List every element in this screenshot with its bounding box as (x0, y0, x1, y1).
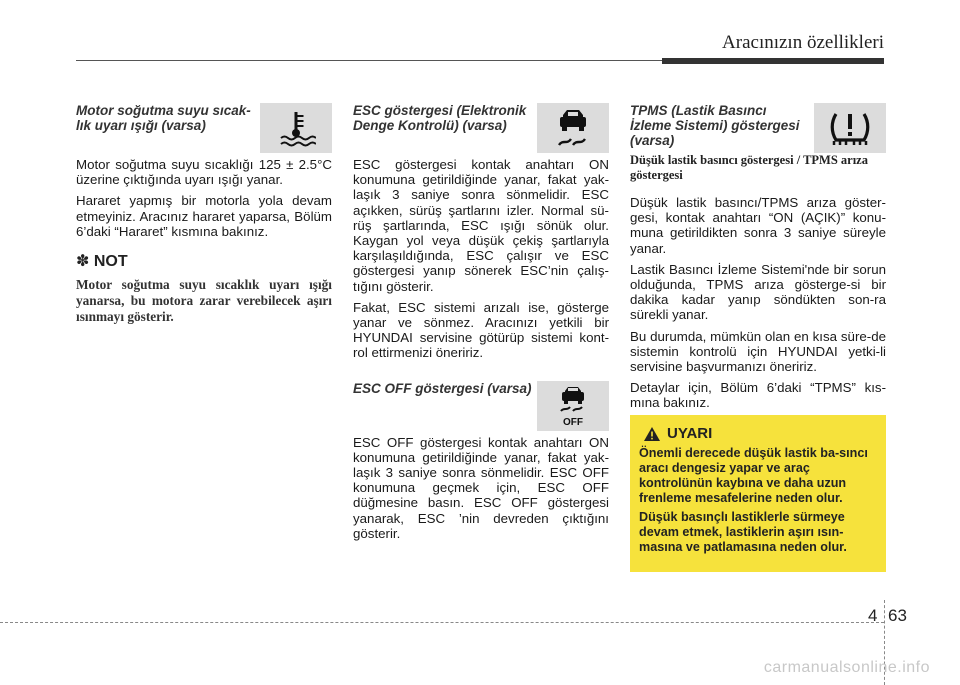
warning-paragraph-2: Düşük basınçlı lastiklerle sürmeye devam etmek, lastiklerin aşırı ısın-masına ve patlamasına neden olur. (639, 510, 847, 554)
section-header-coolant (76, 103, 332, 157)
esc-off-icon-label: OFF (563, 416, 583, 428)
footer-rule (0, 622, 884, 623)
warning-box (630, 415, 886, 572)
warning-label: UYARI (667, 425, 713, 442)
esc-off-icon (537, 381, 609, 431)
coolant-paragraph-1: Motor soğutma suyu sıcaklığı 125 ± 2.5°C üzerine çıktığında uyarı ışığı yanar. (76, 157, 332, 188)
section-title-coolant: Motor soğutma suyu sıcak-lık uyarı ışığı (varsa) (76, 103, 251, 133)
page-header-title: Aracınızın özellikleri (722, 32, 884, 53)
tpms-paragraph-1: Düşük lastik basıncı/TPMS arıza göster-gesi, kontak anahtarı “ON (AÇIK)” konu-muna getirildikten sonra 3 saniye süreyle yanar. (630, 195, 886, 256)
esc-paragraph-1: ESC göstergesi kontak anahtarı ON konumuna getirildiğinde yanar, fakat yak-laşık 3 saniye sonra sönmelidir. ESC açıkken, sürüş şartlarını izler. Normal sü-rüş şartlarında, ESC ışığı sönük olur. Kaygan yol veya düşük çekiş şartlarıyla karşılaşıldığında, ESC çalışır ve ESC göstergesi yanıp sönerek ESC’nin çalış-tığını gösterir. (353, 157, 609, 294)
warning-header (643, 425, 877, 442)
column-esc (353, 103, 609, 547)
chapter-number: 4 (868, 606, 878, 625)
column-tpms (630, 103, 886, 417)
tpms-paragraph-4: Detaylar için, Bölüm 6’daki “TPMS” kıs-mına bakınız. (630, 380, 886, 411)
watermark: carmanualsonline.info (763, 659, 930, 676)
esc-skid-icon (537, 103, 609, 153)
tpms-paragraph-3: Bu durumda, mümkün olan en kısa süre-de sistemin kontrolü için HYUNDAI yetki-li servisine başvurmanızı öneririz. (630, 328, 886, 375)
warning-triangle-icon (643, 426, 661, 442)
section-header-esc (353, 103, 609, 157)
esc-off-paragraph-1: ESC OFF göstergesi kontak anahtarı ON konumuna getirildiğinde yanar, fakat yak-laşık 3 saniye sonra sönmelidir. ESC OFF konumuna geçmek için, ESC OFF düğmesine basın. ESC OFF göstergesi yanarak, ESC ’nin devreden çıktığını gösterir. (353, 434, 609, 541)
coolant-temp-icon (260, 103, 332, 153)
note-text: Motor soğutma suyu sıcaklık uyarı ışığı yanarsa, bu motora zarar verebilecek aşırı ısınmayı gösterir. (76, 277, 332, 325)
note-heading: ✽ NOT (76, 253, 128, 271)
tpms-paragraph-2: Lastik Basıncı İzleme Sistemi'nde bir sorun olduğunda, TPMS arıza gösterge-si bir dakika kadar yanıp söndükten son-ra sürekli yanar. (630, 261, 886, 323)
section-title-esc: ESC göstergesi (Elektronik Denge Kontrolü) (varsa) (353, 103, 527, 133)
coolant-paragraph-2: Hararet yapmış bir motorla yola devam etmeyiniz. Aracınız hararet yaparsa, Bölüm 6’daki “Hararet” kısmına bakınız. (76, 193, 332, 239)
section-header-tpms (630, 103, 886, 153)
column-coolant (76, 103, 332, 325)
section-header-esc-off (353, 381, 609, 435)
esc-paragraph-2: Fakat, ESC sistemi arızalı ise, gösterge yanar ve sönmez. Aracınızı yetkili bir HYUNDAI servisine götürüp sistemi kont-rol ettirmenizi öneririz. (353, 299, 609, 361)
tpms-subline: Düşük lastik basıncı göstergesi / TPMS arıza göstergesi (630, 153, 868, 182)
header-rule-accent (662, 58, 884, 64)
section-title-tpms: TPMS (Lastik Basıncı İzleme Sistemi) göstergesi (varsa) (630, 103, 800, 148)
warning-paragraph-1: Önemli derecede düşük lastik ba-sıncı aracı dengesiz yapar ve araç kontrolünün kaybına ve daha uzun frenleme mesafelerine neden olur. (639, 446, 868, 505)
section-title-esc-off: ESC OFF göstergesi (varsa) (353, 380, 532, 396)
page-number: 63 (888, 606, 907, 625)
tpms-icon (814, 103, 886, 153)
